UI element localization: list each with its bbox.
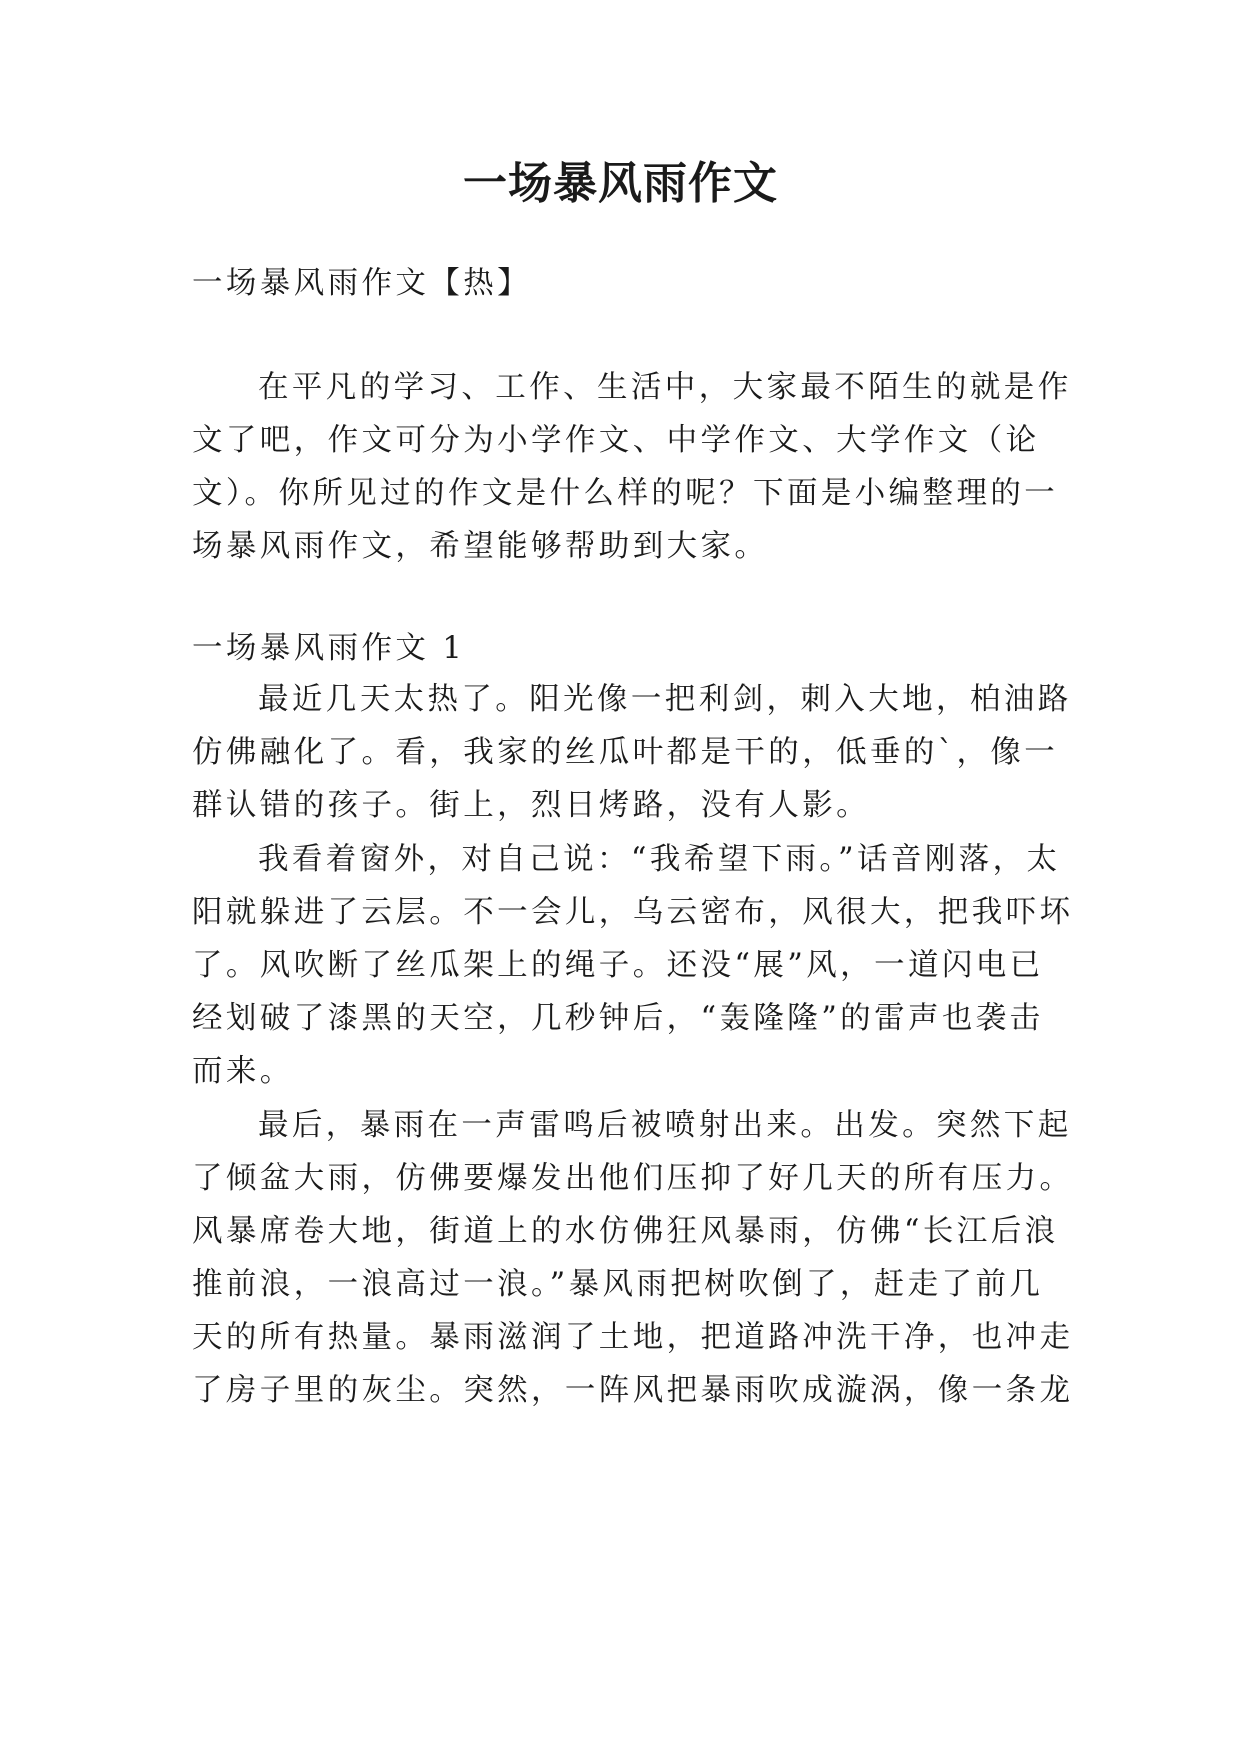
paragraph-line: 最近几天太热了。阳光像一把利剑，刺入大地，柏油路 (258, 682, 1072, 717)
paragraph-line: 推前浪，一浪高过一浪。”暴风雨把树吹倒了，赶走了前几 (192, 1267, 1044, 1302)
section-heading: 一场暴风雨作文 1 (192, 631, 466, 666)
paragraph-line: 我看着窗外，对自己说：“我希望下雨。”话音刚落，太 (258, 842, 1061, 877)
intro-line: 在平凡的学习、工作、生活中，大家最不陌生的就是作 (258, 370, 1072, 405)
paragraph-line: 风暴席卷大地，街道上的水仿佛狂风暴雨，仿佛“长江后浪 (192, 1214, 1059, 1249)
document-title: 一场暴风雨作文 (463, 158, 778, 209)
paragraph-line: 仿佛融化了。看，我家的丝瓜叶都是干的，低垂的`，像一 (192, 735, 1059, 770)
paragraph-line: 群认错的孩子。街上，烈日烤路，没有人影。 (192, 788, 870, 823)
intro-line: 文）。你所见过的作文是什么样的呢？下面是小编整理的一 (192, 476, 1059, 511)
intro-line: 文了吧，作文可分为小学作文、中学作文、大学作文（论 (192, 423, 1040, 458)
paragraph-line: 经划破了漆黑的天空，几秒钟后，“轰隆隆”的雷声也袭击 (192, 1001, 1044, 1036)
paragraph-line: 天的所有热量。暴雨滋润了土地，把道路冲洗干净，也冲走 (192, 1320, 1074, 1355)
paragraph-line: 了。风吹断了丝瓜架上的绳子。还没“展”风，一道闪电已 (192, 948, 1044, 983)
paragraph-line: 而来。 (192, 1054, 294, 1089)
paragraph-line: 了房子里的灰尘。突然，一阵风把暴雨吹成漩涡，像一条龙 (192, 1373, 1074, 1408)
document-subtitle: 一场暴风雨作文【热】 (192, 266, 531, 301)
intro-line: 场暴风雨作文，希望能够帮助到大家。 (192, 529, 769, 564)
paragraph-line: 了倾盆大雨，仿佛要爆发出他们压抑了好几天的所有压力。 (192, 1161, 1074, 1196)
paragraph-line: 最后，暴雨在一声雷鸣后被喷射出来。出发。突然下起 (258, 1108, 1072, 1143)
paragraph-line: 阳就躲进了云层。不一会儿，乌云密布，风很大，把我吓坏 (192, 895, 1074, 930)
